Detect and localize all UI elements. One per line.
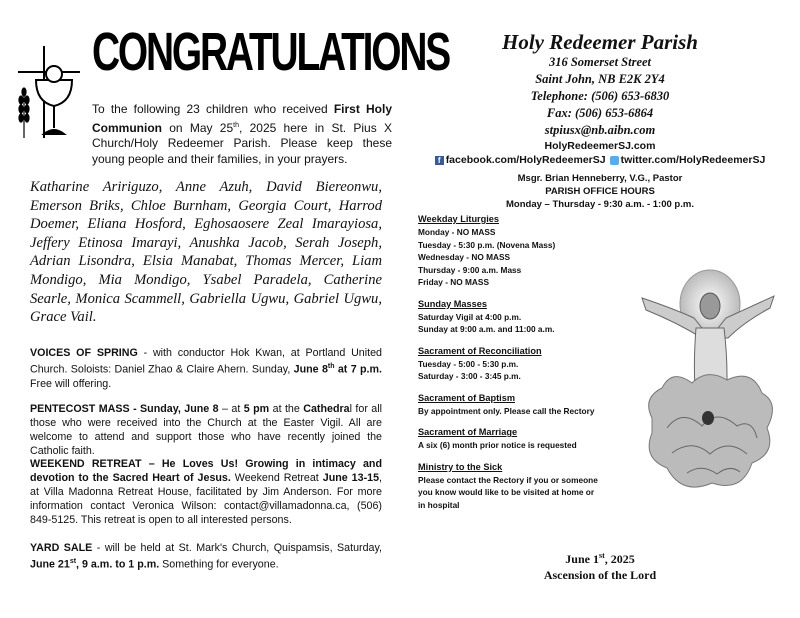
email: stpiusx@nb.aibn.com <box>544 123 656 137</box>
schedule-line: Friday - NO MASS <box>418 277 489 287</box>
pastor-name: Msgr. Brian Henneberry, V.G., Pastor <box>517 173 683 184</box>
section-heading: Ministry to the Sick <box>418 461 503 472</box>
schedule-line: Saturday Vigil at 4:00 p.m. <box>418 311 522 322</box>
section-heading: Weekday Liturgies <box>418 214 500 224</box>
feast-date: June 1st, 2025 <box>565 551 635 566</box>
communicant-names: Katharine Aririguzo, Anne Azuh, David Biereonwu, Emerson Briks, Chloe Burnham, Georgia Court, Harrod Doemer, Eliana Hosford, Eghosaosere Zeal Imarayiosa, Jeffery Etinosa Imarayi, Anushka Jacob, Serah Joseph, Adrian Lisondra, Elsia Manabat, Thomas Mercer, Liam Mondigo, Mia Mondigo, Ysabel Paradela, Catherine Searle, Monica Scammell, Gabriella Ugwu, Gabriel Ugwu, Grace Vail. <box>30 179 382 326</box>
office-hours: Monday – Thursday - 9:30 a.m. - 1:00 p.m. <box>506 199 694 210</box>
congratulations-banner: CONGRATULATIONS <box>92 22 450 82</box>
feast-day <box>490 548 710 583</box>
risen-christ-illustration <box>632 268 782 508</box>
twitter-link[interactable]: twitter.com/HolyRedeemerSJ <box>620 154 766 166</box>
parish-title: Holy Redeemer Parish <box>502 30 698 54</box>
communion-intro: To the following 23 children who received First Holy Communion on May 25th, 2025 here in St. Pius X Church/Holy Redeemer Parish. Please keep these young people and their families, in your prayers. <box>92 102 392 166</box>
schedule-line: Sunday at 9:00 a.m. and 11:00 a.m. <box>418 324 555 334</box>
section-heading: Sacrament of Marriage <box>418 427 518 437</box>
address-line-2: Saint John, NB E2K 2Y4 <box>535 72 665 86</box>
schedule-line: in hospital <box>418 499 460 510</box>
section-heading: Sacrament of Reconciliation <box>418 345 542 356</box>
chalice-cross-icon <box>14 44 84 140</box>
weekend-retreat-notice: WEEKEND RETREAT – He Loves Us! Growing in intimacy and devotion to the Sacred Heart of Jesus. Weekend Retreat June 13-15, at Villa Madonna Retreat House, facilitated by Jim Anderson. For more information contact Veronica Wilson: contact@villamadonna.ca, (506) 849-5125. This retreat is open to all interested persons. <box>30 458 383 526</box>
parish-header <box>420 30 780 211</box>
schedule-line: Monday - NO MASS <box>418 227 496 237</box>
address-line-1: 316 Somerset Street <box>548 55 652 69</box>
schedule-line: By appointment only. Please call the Rectory <box>418 405 595 416</box>
website-link[interactable]: HolyRedeemerSJ.com <box>544 140 656 152</box>
schedule-line: A six (6) month prior notice is requested <box>418 440 577 450</box>
social-links <box>420 153 780 167</box>
fax: Fax: (506) 653-6864 <box>546 106 654 120</box>
schedule-line: Tuesday - 5:00 - 5:30 p.m. <box>418 358 519 369</box>
schedule-line: Wednesday - NO MASS <box>418 252 511 262</box>
section-heading: Sunday Masses <box>418 298 487 309</box>
facebook-link[interactable]: facebook.com/HolyRedeemerSJ <box>445 154 606 166</box>
facebook-icon: f <box>435 156 444 165</box>
schedule-line: Tuesday - 5:30 p.m. (Novena Mass) <box>418 239 556 250</box>
schedule-line: you know would like to be visited at home or <box>418 487 595 497</box>
office-hours-title: PARISH OFFICE HOURS <box>545 186 655 197</box>
feast-name: Ascension of the Lord <box>543 568 657 582</box>
schedule-line: Thursday - 9:00 a.m. Mass <box>418 264 522 275</box>
telephone: Telephone: (506) 653-6830 <box>530 89 670 103</box>
schedule-list <box>418 213 618 511</box>
schedule-line: Please contact the Rectory if you or someone <box>418 474 598 485</box>
twitter-icon <box>610 156 619 165</box>
yard-sale-notice: YARD SALE - will be held at St. Mark's Church, Quispamsis, Saturday, June 21st, 9 a.m. to 1 p.m. Something for everyone. <box>30 542 382 571</box>
schedule-line: Saturday - 3:00 - 3:45 p.m. <box>418 371 521 381</box>
pentecost-mass-notice: PENTECOST MASS - Sunday, June 8 – at 5 pm at the Cathedral for all those who were received into the Church at the Easter Vigil. All are welcome to attend and support those who have recently joined the Catholic faith. <box>30 403 383 457</box>
section-heading: Sacrament of Baptism <box>418 392 516 403</box>
voices-of-spring-notice: VOICES OF SPRING - with conductor Hok Kwan, at Portland United Church. Soloists: Daniel Zhao & Claire Ahern. Sunday, June 8th at 7 p.m. Free will offering. <box>30 347 383 390</box>
